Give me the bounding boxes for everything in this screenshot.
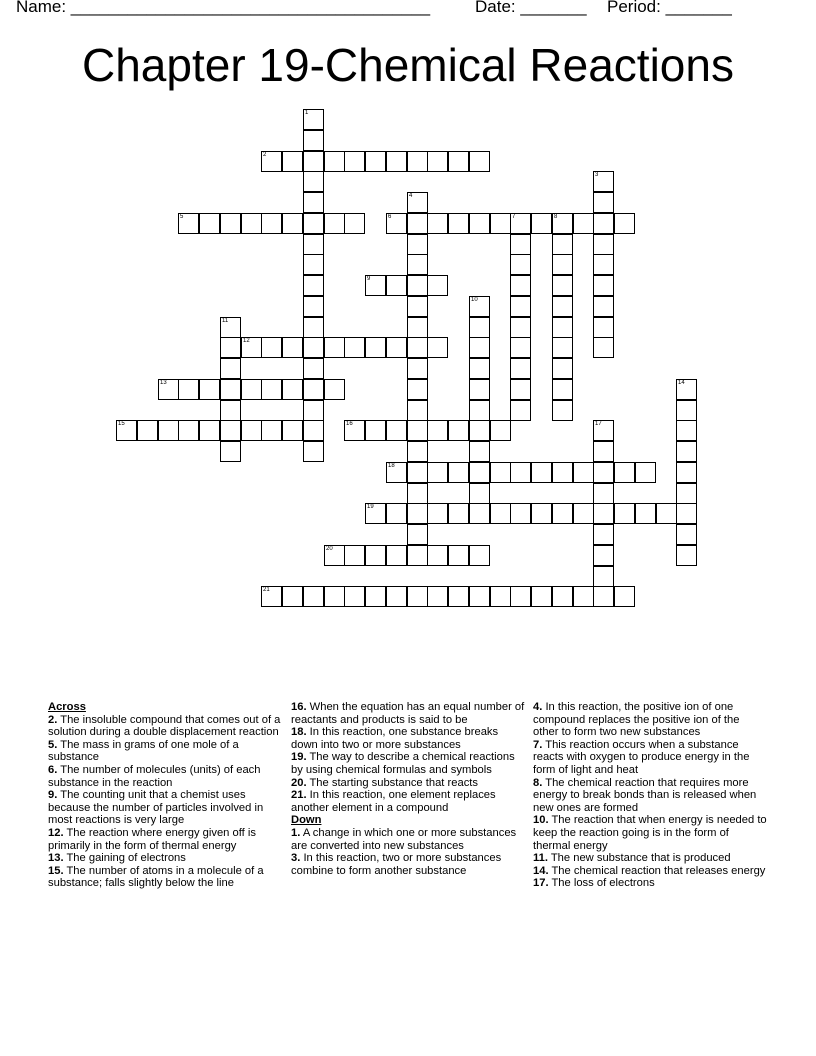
clue-number: 11. bbox=[533, 852, 548, 865]
clue-number: 6. bbox=[48, 763, 58, 776]
clue-number: 1. bbox=[291, 826, 301, 839]
crossword-cell[interactable] bbox=[365, 275, 386, 296]
crossword-cell[interactable] bbox=[303, 358, 324, 379]
crossword-cell[interactable] bbox=[676, 400, 697, 421]
crossword-cell[interactable] bbox=[365, 586, 386, 607]
clue-number-label: 15 bbox=[118, 421, 125, 427]
crossword-cell[interactable] bbox=[552, 586, 573, 607]
crossword-cell[interactable] bbox=[261, 420, 282, 441]
crossword-cell[interactable] bbox=[407, 441, 428, 462]
clue-number: 19. bbox=[291, 751, 307, 764]
clue-number: 7. bbox=[533, 738, 543, 751]
crossword-cell[interactable] bbox=[469, 317, 490, 338]
crossword-cell[interactable] bbox=[593, 337, 614, 358]
crossword-cell[interactable] bbox=[510, 296, 531, 317]
clue-number: 4. bbox=[533, 701, 543, 713]
crossword-cell[interactable] bbox=[490, 462, 511, 483]
crossword-cell[interactable] bbox=[220, 441, 241, 462]
crossword-cell[interactable] bbox=[510, 317, 531, 338]
crossword-cell[interactable] bbox=[178, 379, 199, 400]
crossword-cell[interactable] bbox=[282, 379, 303, 400]
crossword-cell[interactable] bbox=[448, 586, 469, 607]
crossword-cell[interactable] bbox=[593, 586, 614, 607]
crossword-cell[interactable] bbox=[241, 379, 262, 400]
clue-down: 3. In this reaction, two or more substances combine to form another substance bbox=[291, 852, 502, 877]
clue-number: 18. bbox=[291, 726, 307, 739]
crossword-cell[interactable] bbox=[261, 151, 282, 172]
crossword-cell[interactable] bbox=[282, 586, 303, 607]
crossword-cell[interactable] bbox=[344, 151, 365, 172]
crossword-cell[interactable] bbox=[469, 337, 490, 358]
name-field[interactable]: Name: ______________________________________ bbox=[16, 0, 431, 16]
crossword-cell[interactable] bbox=[407, 192, 428, 213]
crossword-cell[interactable] bbox=[407, 234, 428, 255]
crossword-cell[interactable] bbox=[407, 254, 428, 275]
crossword-cell[interactable] bbox=[303, 379, 324, 400]
crossword-cell[interactable] bbox=[324, 337, 345, 358]
crossword-cell[interactable] bbox=[469, 296, 490, 317]
crossword-cell[interactable] bbox=[220, 213, 241, 234]
crossword-cell[interactable] bbox=[552, 462, 573, 483]
crossword-cell[interactable] bbox=[510, 400, 531, 421]
clue-number-label: 7 bbox=[512, 214, 516, 220]
clue-number-label: 21 bbox=[263, 587, 270, 593]
clue-number: 12. bbox=[48, 826, 64, 839]
clue-number-label: 16 bbox=[346, 421, 353, 427]
crossword-cell[interactable] bbox=[427, 462, 448, 483]
crossword-cell[interactable] bbox=[448, 462, 469, 483]
crossword-cell[interactable] bbox=[510, 462, 531, 483]
crossword-cell[interactable] bbox=[448, 503, 469, 524]
clue-number-label: 11 bbox=[222, 318, 229, 324]
crossword-cell[interactable] bbox=[552, 296, 573, 317]
crossword-cell[interactable] bbox=[614, 462, 635, 483]
crossword-cell[interactable] bbox=[490, 420, 511, 441]
crossword-cell[interactable] bbox=[324, 379, 345, 400]
crossword-cell[interactable] bbox=[241, 213, 262, 234]
clue-across: 6. The number of molecules (units) of each substance in the reaction bbox=[48, 763, 261, 789]
crossword-cell[interactable] bbox=[344, 420, 365, 441]
crossword-cell[interactable] bbox=[199, 213, 220, 234]
crossword-cell[interactable] bbox=[303, 441, 324, 462]
crossword-cell[interactable] bbox=[552, 379, 573, 400]
down-heading: Down bbox=[291, 814, 322, 827]
crossword-cell[interactable] bbox=[158, 379, 179, 400]
crossword-cell[interactable] bbox=[427, 420, 448, 441]
crossword-cell[interactable] bbox=[324, 151, 345, 172]
clue-down: 8. The chemical reaction that requires more energy to break bonds than is released when new ones are formed bbox=[533, 776, 757, 814]
period-field[interactable]: Period: _______ bbox=[607, 0, 732, 16]
crossword-cell[interactable] bbox=[427, 586, 448, 607]
crossword-cell[interactable] bbox=[614, 213, 635, 234]
clue-number-label: 9 bbox=[367, 276, 371, 282]
crossword-cell[interactable] bbox=[282, 337, 303, 358]
crossword-cell[interactable] bbox=[469, 545, 490, 566]
crossword-cell[interactable] bbox=[676, 379, 697, 400]
clue-number-label: 13 bbox=[160, 380, 167, 386]
crossword-cell[interactable] bbox=[407, 317, 428, 338]
clue-across: 18. In this reaction, one substance breaks down into two or more substances bbox=[291, 726, 499, 751]
clue-number-label: 18 bbox=[388, 463, 395, 469]
crossword-cell[interactable] bbox=[448, 545, 469, 566]
clue-across: 13. The gaining of electrons bbox=[48, 852, 186, 865]
clue-number-label: 20 bbox=[326, 546, 333, 552]
crossword-cell[interactable] bbox=[490, 503, 511, 524]
crossword-cell[interactable] bbox=[137, 420, 158, 441]
crossword-cell[interactable] bbox=[676, 462, 697, 483]
crossword-cell[interactable] bbox=[344, 545, 365, 566]
crossword-cell[interactable] bbox=[261, 379, 282, 400]
crossword-cell[interactable] bbox=[552, 234, 573, 255]
clue-number: 2. bbox=[48, 713, 58, 726]
crossword-cell[interactable] bbox=[676, 524, 697, 545]
crossword-cell[interactable] bbox=[469, 462, 490, 483]
crossword-cell[interactable] bbox=[427, 337, 448, 358]
crossword-cell[interactable] bbox=[510, 337, 531, 358]
crossword-cell[interactable] bbox=[510, 379, 531, 400]
crossword-cell[interactable] bbox=[303, 109, 324, 130]
crossword-cell[interactable] bbox=[593, 503, 614, 524]
crossword-cell[interactable] bbox=[531, 213, 552, 234]
crossword-cell[interactable] bbox=[593, 213, 614, 234]
crossword-cell[interactable] bbox=[303, 171, 324, 192]
crossword-cell[interactable] bbox=[344, 213, 365, 234]
crossword-cell[interactable] bbox=[282, 213, 303, 234]
crossword-cell[interactable] bbox=[407, 503, 428, 524]
clue-number: 13. bbox=[48, 852, 64, 865]
crossword-cell[interactable] bbox=[676, 503, 697, 524]
crossword-cell[interactable] bbox=[593, 317, 614, 338]
crossword-cell[interactable] bbox=[365, 545, 386, 566]
crossword-cell[interactable] bbox=[303, 213, 324, 234]
crossword-cell[interactable] bbox=[282, 151, 303, 172]
crossword-cell[interactable] bbox=[469, 483, 490, 504]
clue-number: 20. bbox=[291, 776, 307, 789]
crossword-cell[interactable] bbox=[510, 275, 531, 296]
clue-across: 20. The starting substance that reacts bbox=[291, 776, 478, 789]
crossword-cell[interactable] bbox=[282, 420, 303, 441]
crossword-cell[interactable] bbox=[552, 337, 573, 358]
crossword-cell[interactable] bbox=[407, 524, 428, 545]
crossword-cell[interactable] bbox=[593, 254, 614, 275]
crossword-cell[interactable] bbox=[365, 503, 386, 524]
crossword-cell[interactable] bbox=[552, 213, 573, 234]
crossword-cell[interactable] bbox=[552, 358, 573, 379]
clue-number-label: 1 bbox=[305, 110, 309, 116]
crossword-cell[interactable] bbox=[593, 441, 614, 462]
clue-number: 5. bbox=[48, 738, 58, 751]
crossword-cell[interactable] bbox=[552, 254, 573, 275]
crossword-cell[interactable] bbox=[469, 586, 490, 607]
crossword-cell[interactable] bbox=[407, 420, 428, 441]
crossword-cell[interactable] bbox=[427, 275, 448, 296]
clue-across: 15. The number of atoms in a molecule of a substance; falls slightly below the line bbox=[48, 864, 264, 890]
crossword-cell[interactable] bbox=[220, 317, 241, 338]
crossword-cell[interactable] bbox=[552, 275, 573, 296]
crossword-cell[interactable] bbox=[593, 483, 614, 504]
crossword-cell[interactable] bbox=[407, 483, 428, 504]
crossword-cell[interactable] bbox=[303, 254, 324, 275]
crossword-cell[interactable] bbox=[614, 503, 635, 524]
clue-number-label: 6 bbox=[388, 214, 392, 220]
crossword-cell[interactable] bbox=[365, 151, 386, 172]
crossword-cell[interactable] bbox=[635, 462, 656, 483]
clue-number: 9. bbox=[48, 789, 58, 802]
clue-down: 1. A change in which one or more substances are converted into new substances bbox=[291, 826, 517, 852]
clue-number-label: 4 bbox=[409, 193, 413, 199]
crossword-cell[interactable] bbox=[386, 545, 407, 566]
crossword-cell[interactable] bbox=[386, 275, 407, 296]
crossword-cell[interactable] bbox=[116, 420, 137, 441]
across-heading: Across bbox=[48, 701, 86, 713]
crossword-cell[interactable] bbox=[407, 545, 428, 566]
crossword-cell[interactable] bbox=[635, 503, 656, 524]
crossword-cell[interactable] bbox=[386, 503, 407, 524]
page-title: Chapter 19-Chemical Reactions bbox=[82, 39, 734, 91]
clues-column-2 bbox=[291, 701, 525, 877]
crossword-cell[interactable] bbox=[199, 379, 220, 400]
crossword-cell[interactable] bbox=[510, 586, 531, 607]
clue-across: 5. The mass in grams of one mole of a substance bbox=[48, 738, 239, 764]
crossword-cell[interactable] bbox=[593, 545, 614, 566]
crossword-cell[interactable] bbox=[448, 213, 469, 234]
crossword-cell[interactable] bbox=[303, 151, 324, 172]
crossword-cell[interactable] bbox=[158, 420, 179, 441]
clue-across: 21. In this reaction, one element replaces another element in a compound bbox=[291, 789, 496, 814]
clues-column-1 bbox=[48, 701, 282, 890]
crossword-cell[interactable] bbox=[552, 400, 573, 421]
crossword-cell[interactable] bbox=[490, 213, 511, 234]
clues-column-3 bbox=[533, 701, 767, 890]
crossword-cell[interactable] bbox=[386, 462, 407, 483]
clue-number: 10. bbox=[533, 814, 549, 827]
crossword-cell[interactable] bbox=[303, 192, 324, 213]
crossword-cell[interactable] bbox=[469, 420, 490, 441]
crossword-cell[interactable] bbox=[676, 441, 697, 462]
crossword-cell[interactable] bbox=[531, 503, 552, 524]
clue-number: 17. bbox=[533, 877, 549, 890]
crossword-cell[interactable] bbox=[386, 337, 407, 358]
crossword-cell[interactable] bbox=[241, 420, 262, 441]
crossword-cell[interactable] bbox=[303, 337, 324, 358]
crossword-cell[interactable] bbox=[427, 151, 448, 172]
crossword-cell[interactable] bbox=[407, 358, 428, 379]
crossword-cell[interactable] bbox=[427, 503, 448, 524]
clue-number-label: 12 bbox=[243, 338, 250, 344]
crossword-cell[interactable] bbox=[344, 586, 365, 607]
crossword-cell[interactable] bbox=[614, 586, 635, 607]
crossword-cell[interactable] bbox=[469, 400, 490, 421]
crossword-cell[interactable] bbox=[303, 317, 324, 338]
crossword-cell[interactable] bbox=[490, 586, 511, 607]
crossword-cell[interactable] bbox=[573, 503, 594, 524]
crossword-cell[interactable] bbox=[261, 337, 282, 358]
crossword-cell[interactable] bbox=[386, 151, 407, 172]
crossword-cell[interactable] bbox=[407, 400, 428, 421]
crossword-cell[interactable] bbox=[593, 420, 614, 441]
clue-number: 8. bbox=[533, 776, 543, 789]
crossword-cell[interactable] bbox=[676, 545, 697, 566]
clue-number: 15. bbox=[48, 864, 64, 877]
crossword-cell[interactable] bbox=[573, 462, 594, 483]
crossword-cell[interactable] bbox=[510, 254, 531, 275]
clue-number-label: 5 bbox=[180, 214, 184, 220]
crossword-cell[interactable] bbox=[469, 379, 490, 400]
crossword-cell[interactable] bbox=[199, 420, 220, 441]
clue-number-label: 17 bbox=[595, 421, 602, 427]
crossword-cell[interactable] bbox=[386, 213, 407, 234]
clue-number: 21. bbox=[291, 789, 307, 802]
crossword-cell[interactable] bbox=[344, 337, 365, 358]
crossword-cell[interactable] bbox=[552, 503, 573, 524]
crossword-cell[interactable] bbox=[448, 420, 469, 441]
crossword-cell[interactable] bbox=[427, 545, 448, 566]
clue-number: 3. bbox=[291, 852, 301, 865]
crossword-cell[interactable] bbox=[593, 171, 614, 192]
crossword-cell[interactable] bbox=[573, 213, 594, 234]
crossword-cell[interactable] bbox=[303, 234, 324, 255]
crossword-cell[interactable] bbox=[261, 213, 282, 234]
crossword-cell[interactable] bbox=[593, 566, 614, 587]
crossword-cell[interactable] bbox=[510, 213, 531, 234]
crossword-cell[interactable] bbox=[469, 441, 490, 462]
clue-number: 16. bbox=[291, 701, 307, 713]
clue-across: 19. The way to describe a chemical reactions by using chemical formulas and symbols bbox=[291, 751, 515, 776]
crossword-cell[interactable] bbox=[573, 586, 594, 607]
clue-across: 12. The reaction where energy given off is primarily in the form of thermal energy bbox=[48, 826, 256, 852]
crossword-cell[interactable] bbox=[593, 524, 614, 545]
crossword-cell[interactable] bbox=[593, 192, 614, 213]
crossword-cell[interactable] bbox=[531, 586, 552, 607]
clue-number-label: 2 bbox=[263, 152, 267, 158]
crossword-cell[interactable] bbox=[448, 151, 469, 172]
crossword-cell[interactable] bbox=[593, 275, 614, 296]
crossword-cell[interactable] bbox=[241, 337, 262, 358]
crossword-cell[interactable] bbox=[365, 420, 386, 441]
clue-number-label: 8 bbox=[554, 214, 558, 220]
crossword-cell[interactable] bbox=[220, 420, 241, 441]
crossword-cell[interactable] bbox=[324, 586, 345, 607]
crossword-cell[interactable] bbox=[407, 462, 428, 483]
crossword-cell[interactable] bbox=[407, 586, 428, 607]
clue-down: 14. The chemical reaction that releases energy bbox=[533, 864, 766, 877]
crossword-cell[interactable] bbox=[593, 462, 614, 483]
crossword-cell[interactable] bbox=[303, 400, 324, 421]
crossword-cell[interactable] bbox=[407, 296, 428, 317]
crossword-cell[interactable] bbox=[261, 586, 282, 607]
clue-number: 14. bbox=[533, 864, 549, 877]
clue-across: 9. The counting unit that a chemist uses because the number of particles involved in most reactions is very large bbox=[48, 789, 264, 827]
crossword-cell[interactable] bbox=[407, 151, 428, 172]
clue-down: 7. This reaction occurs when a substance reacts with oxygen to produce energy in the form of light and heat bbox=[533, 738, 750, 776]
crossword-cell[interactable] bbox=[407, 275, 428, 296]
clue-number-label: 3 bbox=[595, 172, 599, 178]
clue-down: 10. The reaction that when energy is needed to keep the reaction going is in the form of thermal energy bbox=[533, 814, 767, 852]
crossword-cell[interactable] bbox=[676, 420, 697, 441]
crossword-cell[interactable] bbox=[469, 151, 490, 172]
crossword-cell[interactable] bbox=[510, 234, 531, 255]
crossword-cell[interactable] bbox=[220, 379, 241, 400]
crossword-cell[interactable] bbox=[324, 545, 345, 566]
clue-across: 2. The insoluble compound that comes out of a solution during a double displacement reaction bbox=[48, 713, 281, 739]
crossword-cell[interactable] bbox=[427, 213, 448, 234]
crossword-cell[interactable] bbox=[407, 213, 428, 234]
crossword-cell[interactable] bbox=[510, 503, 531, 524]
date-field[interactable]: Date: _______ bbox=[475, 0, 587, 16]
crossword-cell[interactable] bbox=[303, 296, 324, 317]
crossword-cell[interactable] bbox=[303, 275, 324, 296]
crossword-cell[interactable] bbox=[552, 317, 573, 338]
crossword-cell[interactable] bbox=[178, 213, 199, 234]
crossword-cell[interactable] bbox=[407, 379, 428, 400]
crossword-cell[interactable] bbox=[220, 337, 241, 358]
clue-down: 4. In this reaction, the positive ion of one compound replaces the positive ion of the other to form two new substances bbox=[533, 701, 740, 739]
clue-number-label: 10 bbox=[471, 297, 478, 303]
crossword-cell[interactable] bbox=[324, 213, 345, 234]
clue-number-label: 14 bbox=[678, 380, 685, 386]
crossword-cell[interactable] bbox=[303, 586, 324, 607]
crossword-cell[interactable] bbox=[676, 483, 697, 504]
crossword-cell[interactable] bbox=[593, 296, 614, 317]
crossword-cell[interactable] bbox=[220, 400, 241, 421]
crossword-cell[interactable] bbox=[220, 358, 241, 379]
crossword-cell[interactable] bbox=[656, 503, 677, 524]
clue-number-label: 19 bbox=[367, 504, 374, 510]
crossword-cell[interactable] bbox=[365, 337, 386, 358]
clue-across: 16. When the equation has an equal number of reactants and products is said to be bbox=[291, 701, 525, 726]
crossword-cell[interactable] bbox=[510, 358, 531, 379]
crossword-cell[interactable] bbox=[469, 503, 490, 524]
crossword-cell[interactable] bbox=[593, 234, 614, 255]
crossword-cell[interactable] bbox=[386, 586, 407, 607]
crossword-cell[interactable] bbox=[469, 358, 490, 379]
clue-down: 11. The new substance that is produced bbox=[533, 852, 731, 865]
crossword-cell[interactable] bbox=[303, 420, 324, 441]
crossword-cell[interactable] bbox=[178, 420, 199, 441]
crossword-cell[interactable] bbox=[386, 420, 407, 441]
crossword-cell[interactable] bbox=[303, 130, 324, 151]
crossword-cell[interactable] bbox=[531, 462, 552, 483]
clue-down: 17. The loss of electrons bbox=[533, 877, 655, 890]
crossword-cell[interactable] bbox=[407, 337, 428, 358]
crossword-cell[interactable] bbox=[469, 213, 490, 234]
